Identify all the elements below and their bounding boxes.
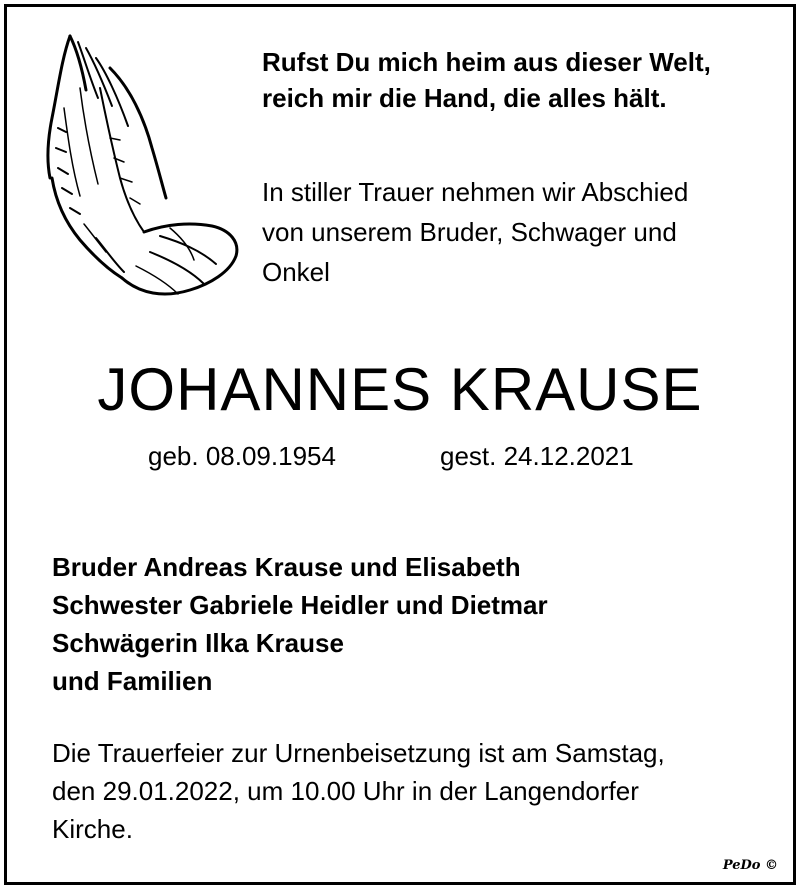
birth-date: geb. 08.09.1954	[148, 441, 336, 471]
service-line: den 29.01.2022, um 10.00 Uhr in der Langendorfer	[52, 776, 639, 806]
mourner-line: und Familien	[52, 666, 213, 696]
verse-line: Rufst Du mich heim aus dieser Welt,	[262, 47, 711, 77]
mourner-line: Schwester Gabriele Heidler und Dietmar	[52, 590, 548, 620]
verse-line: reich mir die Hand, die alles hält.	[262, 83, 667, 113]
designer-signature: PeDo ©	[722, 858, 778, 873]
service-line: Die Trauerfeier zur Urnenbeisetzung ist am Samstag,	[52, 738, 665, 768]
intro-line: In stiller Trauer nehmen wir Abschied	[262, 177, 689, 207]
deceased-name: JOHANNES KRAUSE	[97, 356, 703, 423]
death-date: gest. 24.12.2021	[440, 441, 634, 471]
service-info	[52, 734, 772, 848]
intro-text	[262, 172, 782, 292]
mourners-list	[52, 548, 548, 700]
verse	[262, 44, 782, 116]
service-line: Kirche.	[52, 814, 133, 844]
intro-line: von unserem Bruder, Schwager und	[262, 217, 677, 247]
mourner-line: Schwägerin Ilka Krause	[52, 628, 344, 658]
mourner-line: Bruder Andreas Krause und Elisabeth	[52, 552, 521, 582]
intro-line: Onkel	[262, 257, 330, 287]
praying-hands-icon	[40, 28, 245, 308]
